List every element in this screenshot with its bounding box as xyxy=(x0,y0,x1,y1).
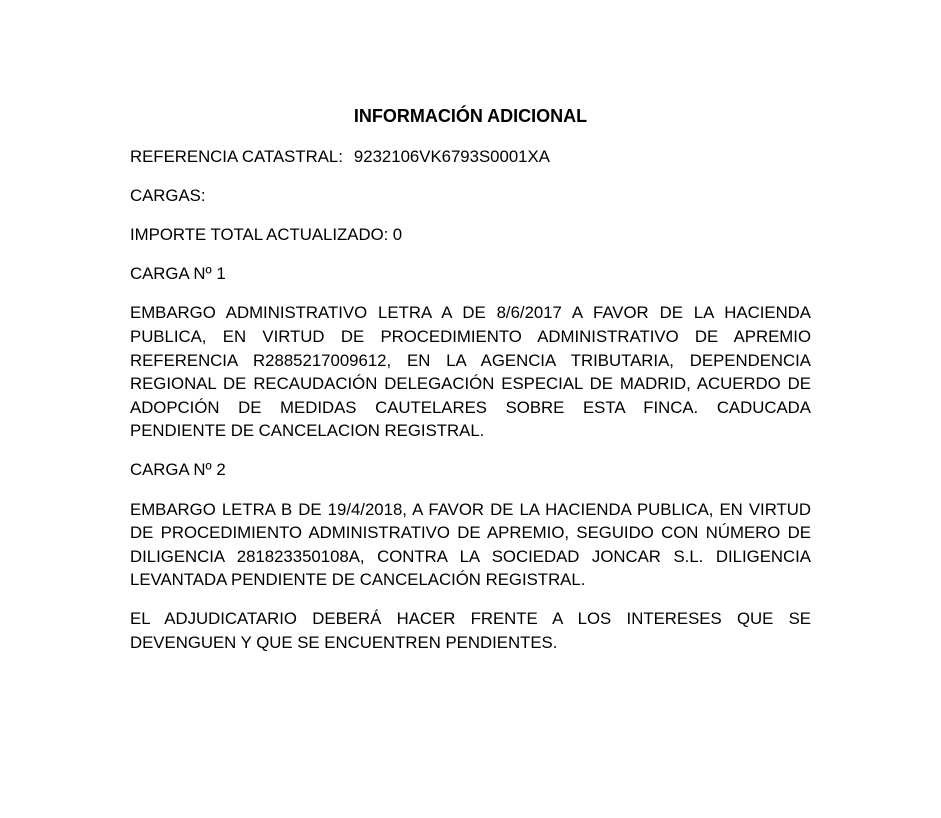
importe-total-label: IMPORTE TOTAL ACTUALIZADO: xyxy=(130,225,389,245)
importe-total-row xyxy=(130,223,811,247)
closing-paragraph: EL ADJUDICATARIO DEBERÁ HACER FRENTE A LOS INTERESES QUE SE DEVENGUEN Y QUE SE ENCUENTREN PENDIENTES. xyxy=(130,609,811,652)
carga-2-heading: CARGA Nº 2 xyxy=(130,460,226,480)
referencia-catastral-value: 9232106VK6793S0001XA xyxy=(353,147,550,166)
carga-1-heading: CARGA Nº 1 xyxy=(130,264,226,284)
carga-2-body: EMBARGO LETRA B DE 19/4/2018, A FAVOR DE LA HACIENDA PUBLICA, EN VIRTUD DE PROCEDIMIENTO ADMINISTRATIVO DE APREMIO, SEGUIDO CON NÚMERO DE DILIGENCIA 281823350108A, CONTRA LA SOCIEDAD JONCAR S.L. DILIGENCIA LEVANTADA PENDIENTE DE CANCELACIÓN REGISTRAL. xyxy=(130,499,811,590)
referencia-catastral-row xyxy=(130,145,811,169)
document-title: INFORMACIÓN ADICIONAL xyxy=(353,106,588,126)
referencia-catastral-label: REFERENCIA CATASTRAL: xyxy=(130,147,343,166)
carga-1-body: EMBARGO ADMINISTRATIVO LETRA A DE 8/6/2017 A FAVOR DE LA HACIENDA PUBLICA, EN VIRTUD DE PROCEDIMIENTO ADMINISTRATIVO DE APREMIO REFERENCIA R2885217009612, EN LA AGENCIA TRIBUTARIA, DEPENDENCIA REGIONAL DE RECAUDACIÓN DELEGACIÓN ESPECIAL DE MADRID, ACUERDO DE ADOPCIÓN DE MEDIDAS CAUTELARES SOBRE ESTA FINCA. CADUCADA PENDIENTE DE CANCELACION REGISTRAL. xyxy=(130,303,811,441)
importe-total-value: 0 xyxy=(392,225,403,245)
cargas-heading: CARGAS: xyxy=(130,186,206,206)
